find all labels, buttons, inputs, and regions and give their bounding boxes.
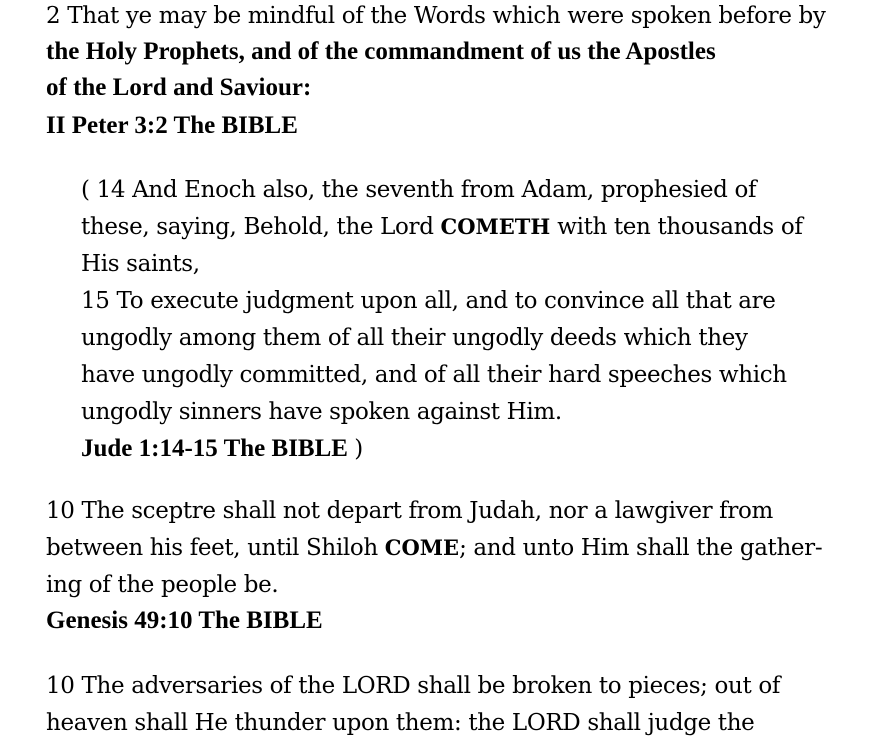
genesis-line-2-start: between his feet, until Shiloh xyxy=(46,535,385,561)
genesis-line-3: ing of the people be. xyxy=(46,572,279,598)
jude-line-2-start: these, saying, Behold, the Lord xyxy=(81,214,441,240)
jude-line-4: 15 To execute judgment upon all, and to convince all that are xyxy=(81,288,776,314)
samuel-line-1: 10 The adversaries of the LORD shall be broken to pieces; out of xyxy=(46,673,780,699)
jude-line-6: have ungodly committed, and of all their hard speeches which xyxy=(81,362,787,388)
closing-paren: ) xyxy=(354,436,363,462)
jude-line-2 xyxy=(81,212,803,242)
jude-line-7: ungodly sinners have spoken against Him. xyxy=(81,399,562,425)
peter-line-3: of the Lord and Saviour: xyxy=(46,74,312,101)
jude-line-1: ( 14 And Enoch also, the seventh from Adam, prophesied of xyxy=(81,177,757,203)
jude-line-2-end: with ten thousands of xyxy=(550,214,803,240)
samuel-line-2: heaven shall He thunder upon them: the LORD shall judge the xyxy=(46,710,755,736)
peter-line-2: the Holy Prophets, and of the commandment of us the Apostles xyxy=(46,38,716,65)
peter-reference: II Peter 3:2 The BIBLE xyxy=(46,112,298,139)
genesis-reference: Genesis 49:10 The BIBLE xyxy=(46,607,323,634)
genesis-line-1: 10 The sceptre shall not depart from Judah, nor a lawgiver from xyxy=(46,498,773,524)
cometh-smallcaps: COMETH xyxy=(440,214,551,239)
peter-line-1: 2 That ye may be mindful of the Words which were spoken before by xyxy=(46,3,826,29)
jude-reference: Jude 1:14-15 The BIBLE xyxy=(81,435,355,462)
jude-line-5: ungodly among them of all their ungodly deeds which they xyxy=(81,325,748,351)
genesis-line-2 xyxy=(46,533,822,563)
jude-line-3: His saints, xyxy=(81,251,200,277)
come-smallcaps: COME xyxy=(384,535,460,560)
jude-reference-line xyxy=(81,434,363,464)
genesis-line-2-end: ; and unto Him shall the gather- xyxy=(459,535,823,561)
